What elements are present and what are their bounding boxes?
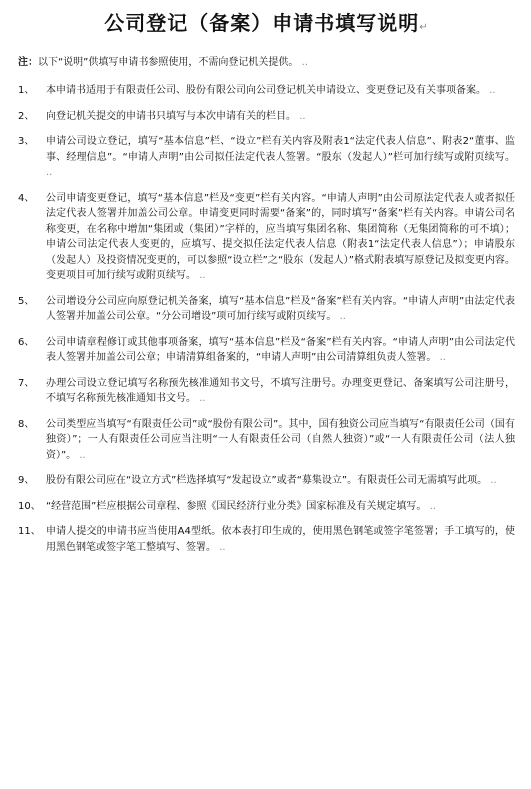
item-text — [46, 294, 515, 325]
item-text-content: 公司类型应当填写“有限责任公司”或“股份有限公司”。其中，国有独资公司应当填写“有限责任公司（国有独资）”；一人有限责任公司应当注明“一人有限责任公司（自然人独资）”或“一人有限责任公司（法人独资）”。 — [46, 418, 515, 461]
item-number: 4、 — [18, 192, 35, 204]
end-mark: .. — [79, 449, 86, 461]
end-mark: .. — [199, 393, 206, 404]
list-item — [18, 83, 515, 99]
end-mark: .. — [490, 475, 497, 486]
list-item — [18, 294, 515, 325]
item-text-content: 公司申请章程修订或其他事项备案，填写“基本信息”栏及“备案”栏有关内容。“申请人声明”由公司法定代表人签署并加盖公司公章；申请清算组备案的，“申请人声明”由公司清算组负责人签署。 — [46, 336, 515, 363]
end-mark: .. — [299, 110, 306, 122]
list-item — [18, 109, 515, 125]
end-mark: .. — [489, 85, 496, 96]
item-text — [46, 191, 515, 284]
item-number: 11、 — [18, 526, 41, 537]
item-text — [46, 134, 515, 181]
item-number: 7、 — [18, 377, 35, 389]
list-item — [18, 499, 515, 515]
item-text — [46, 524, 515, 555]
list-item — [18, 376, 515, 407]
end-mark: .. — [199, 270, 206, 281]
item-number: 2、 — [18, 110, 35, 122]
item-text — [46, 499, 515, 515]
item-number: 3、 — [18, 136, 35, 147]
item-text-content: 股份有限公司应在“设立方式”栏选择填写“发起设立”或者“募集设立”。有限责任公司无需填写此项。 — [46, 475, 488, 486]
item-number: 9、 — [18, 475, 35, 486]
item-text-content: 向登记机关提交的申请书只填写与本次申请有关的栏目。 — [46, 110, 296, 122]
item-number: 6、 — [18, 336, 35, 348]
item-text — [46, 376, 515, 407]
item-number: 1、 — [18, 85, 35, 96]
item-text — [46, 335, 515, 366]
item-text — [46, 109, 515, 125]
list-item — [18, 134, 515, 181]
item-text — [46, 473, 515, 489]
document-title — [18, 10, 515, 41]
document-title-text: 公司登记（备案）申请书填写说明 — [104, 11, 420, 35]
end-mark: .. — [439, 352, 446, 363]
list-item — [18, 191, 515, 284]
item-number: 5、 — [18, 295, 35, 307]
end-mark: .. — [46, 167, 53, 178]
item-text-content: 申请公司设立登记，填写“基本信息”栏、“设立”栏有关内容及附表1“法定代表人信息”、附表2“董事、监事、经理信息”。“申请人声明”由公司拟任法定代表人签署。“股东（发起人）”栏可加行续写或附页续写。 — [46, 136, 515, 163]
note-text: 以下“说明”供填写申请书参照使用，不需向登记机关提供。 — [38, 57, 299, 68]
item-text-content: “经营范围”栏应根据公司章程、参照《国民经济行业分类》国家标准及有关规定填写。 — [46, 500, 427, 512]
note-paragraph — [18, 55, 515, 70]
item-text-content: 公司增设分公司应向原登记机关备案，填写“基本信息”栏及“备案”栏有关内容。“申请人声明”由法定代表人签署并加盖公司公章。“分公司增设”项可加行续写或附页续写。 — [46, 295, 515, 322]
end-mark: .. — [339, 311, 346, 322]
end-mark: .. — [301, 57, 308, 68]
note-label: 注： — [18, 57, 38, 68]
item-text — [46, 83, 515, 99]
item-text-content: 本申请书适用于有限责任公司、股份有限公司向公司登记机关申请设立、变更登记及有关事项备案。 — [46, 85, 486, 96]
item-text-content: 办理公司设立登记填写名称预先核准通知书文号，不填写注册号。办理变更登记、备案填写公司注册号，不填写名称预先核准通知书文号。 — [46, 377, 515, 404]
item-text-content: 公司申请变更登记，填写“基本信息”栏及“变更”栏有关内容。“申请人声明”由公司原法定代表人或者拟任法定代表人签署并加盖公司公章。申请变更同时需要“备案”的，同时填写“备案”栏有关内容。申请公司名称变更，在名称中增加“集团或（集团）”字样的，应当填写集团名称、集团简称（无集团简称的可不填）；申请公司法定代表人变更的，应填写、提交拟任法定代表人信息（附表1“法定代表人信息”）；申请股东（发起人）及投资情况变更的，可以参照“设立栏”之“股东（发起人）”格式附表填写原登记及拟变更内容。变更项目可加行续写或附页续写。 — [46, 192, 515, 281]
item-number: 8、 — [18, 418, 35, 430]
paragraph-mark: ↵ — [419, 22, 429, 33]
end-mark: .. — [219, 541, 226, 553]
end-mark: .. — [429, 500, 436, 512]
list-item — [18, 524, 515, 555]
list-item — [18, 335, 515, 366]
item-number: 10、 — [18, 500, 41, 512]
item-text — [46, 417, 515, 464]
item-text-content: 申请人提交的申请书应当使用A4型纸。依本表打印生成的，使用黑色钢笔或签字笔签署；手工填写的，使用黑色钢笔或签字笔工整填写、签署。 — [46, 526, 515, 553]
list-item — [18, 473, 515, 489]
list-item — [18, 417, 515, 464]
